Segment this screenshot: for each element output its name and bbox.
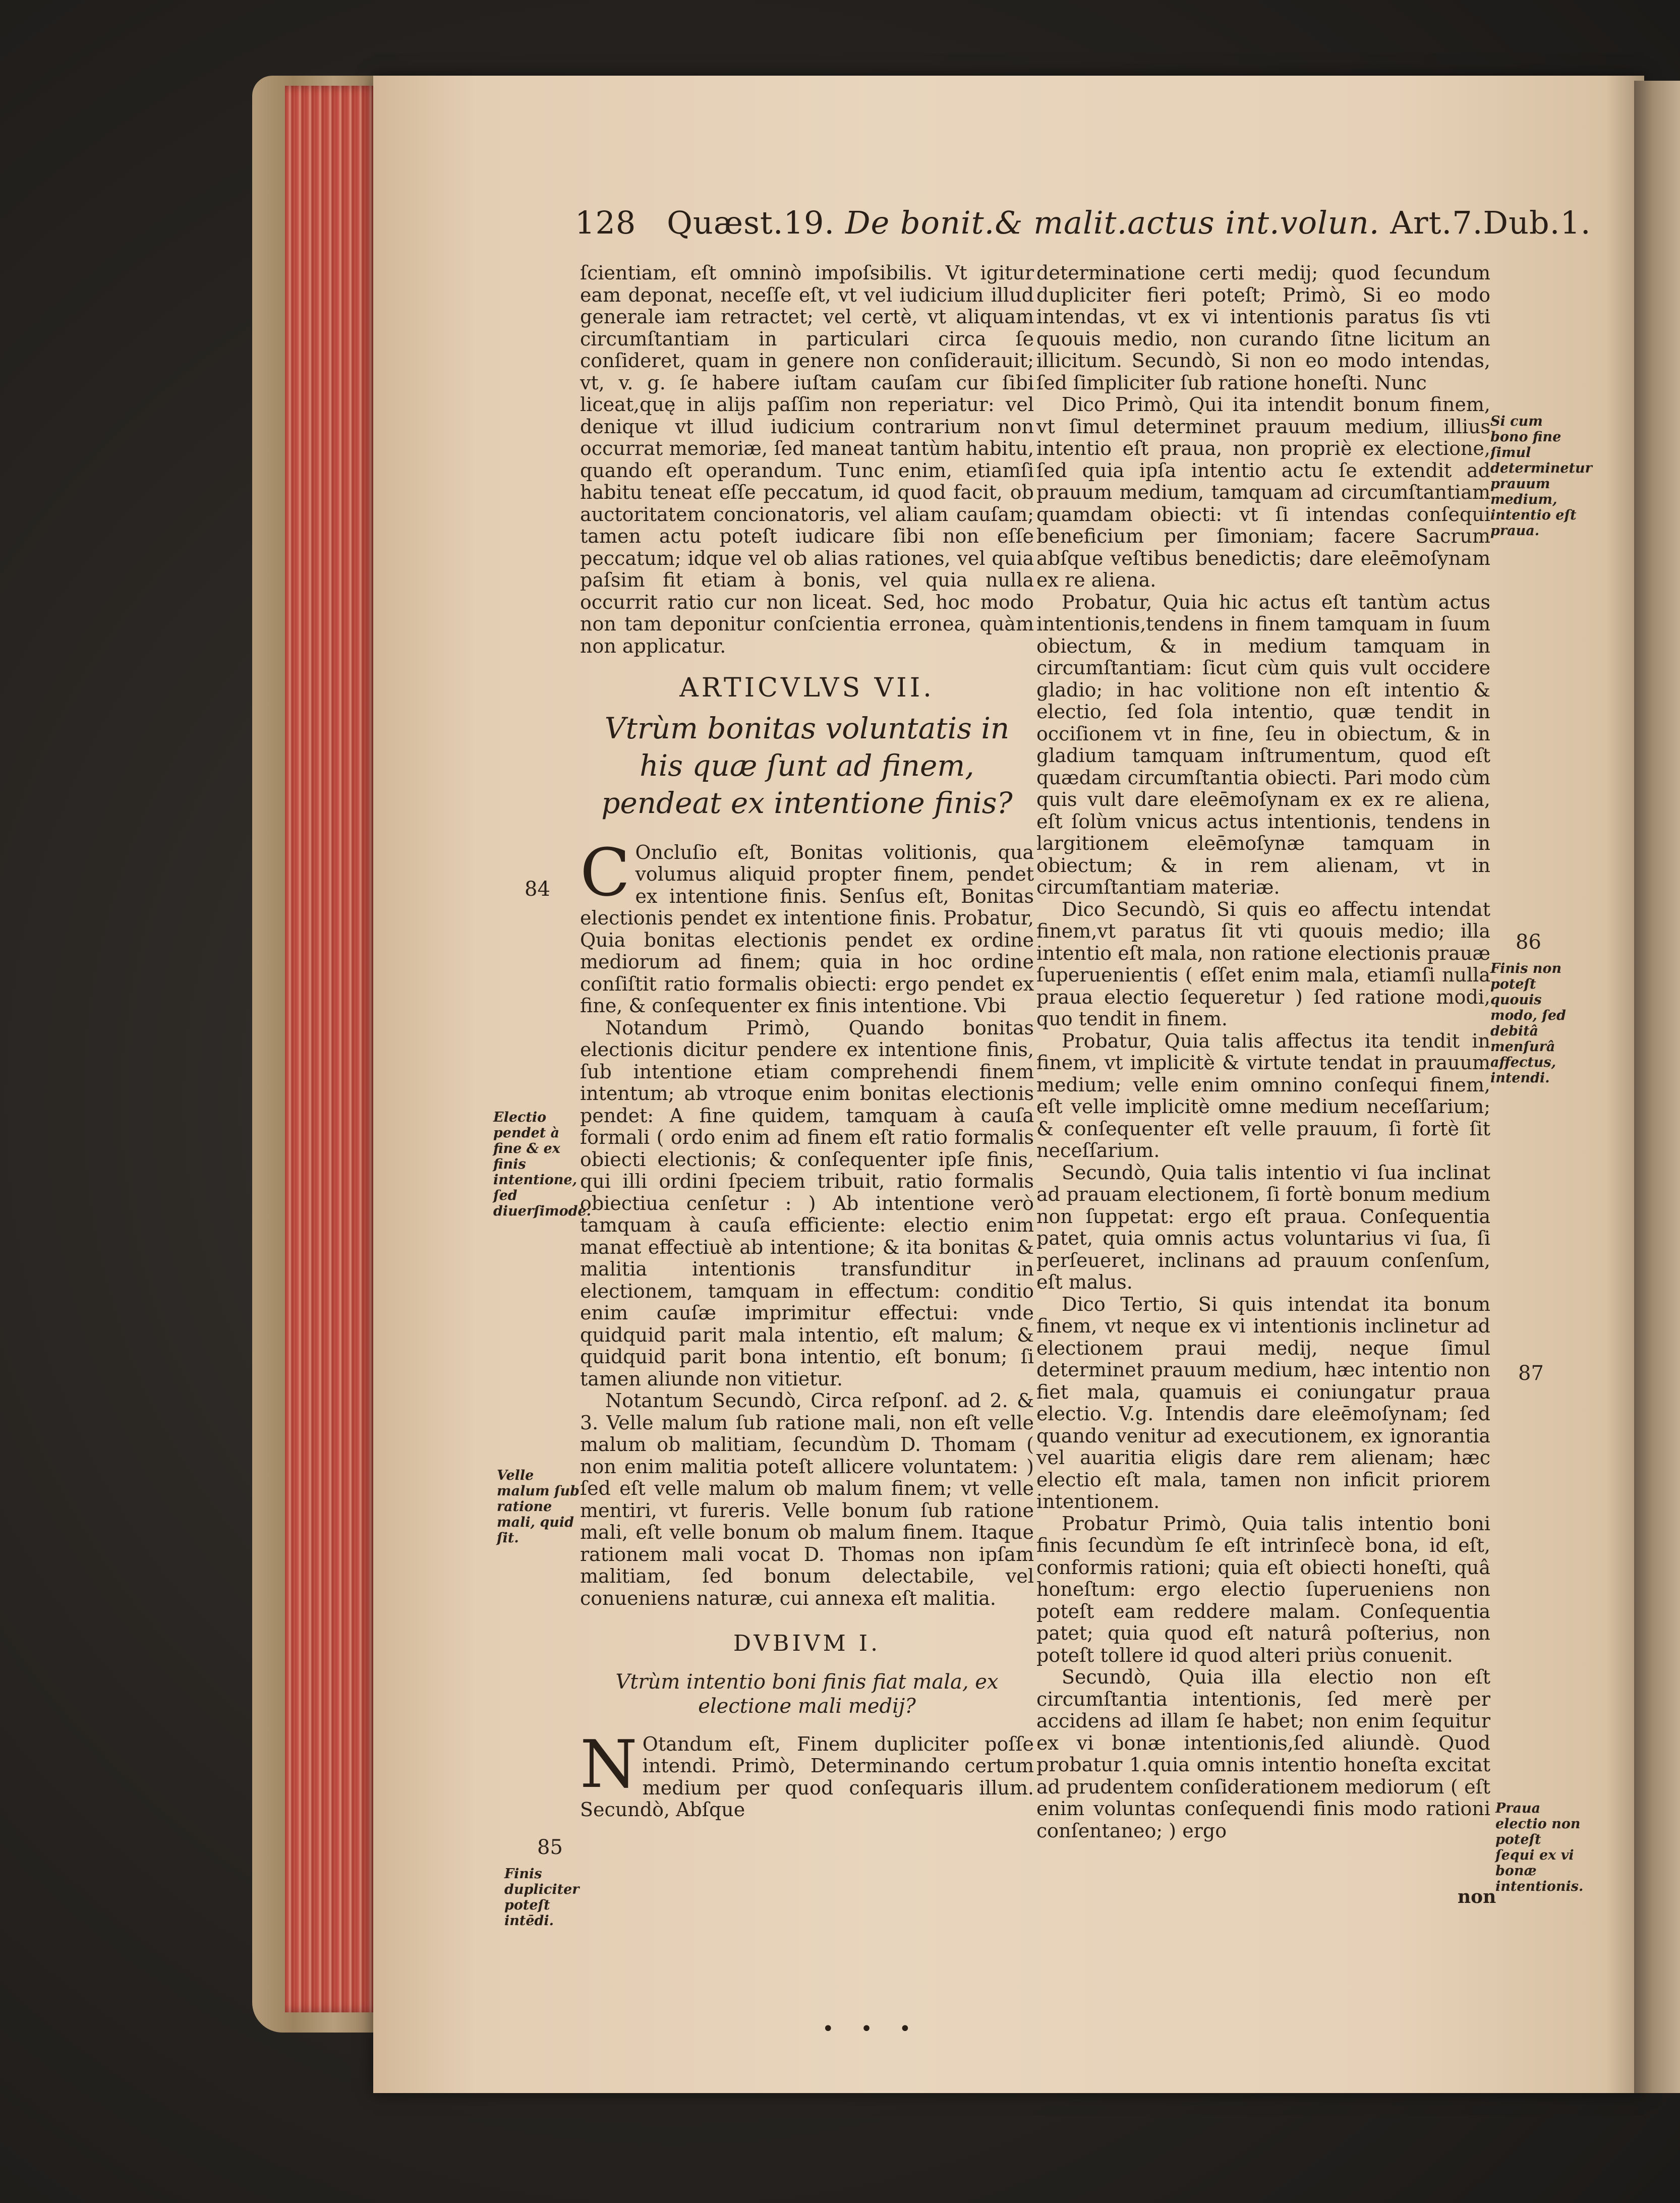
paragraph-continued: ſcientiam, eſt omninò impoſsibilis. Vt igitur eam deponat, neceſſe eſt, vt vel iudicium illud generale iam retractet; vel certè, vt aliquam circumſtantiam in particulari circa ſe conſideret, quam in genere non conſiderauit; vt, v. g. ſe habere iuſtam cauſam cur ſibi liceat,quę in alijs paſſim non reperiatur: vel denique vt illud iudicium contrarium non occurrat memoriæ, ſed maneat tantùm habitu, quando eſt operandum. Tunc enim, etiamſi habitu teneat eſſe peccatum, id quod facit, ob auctoritatem concionatoris, vel aliam cauſam; tamen actu poteſt iudicare ſibi non eſſe peccatum; idque vel ob alias rationes, vel quia paſsim fit etiam à bonis, vel quia nulla occurrit ratio cur non liceat. Sed, hoc modo non tam deponitur conſcientia erronea, quàm non applicatur. [580, 262, 1034, 657]
margin-note-praua: Praua electio non poteſt ſequi ex vi bonæ intentionis. [1495, 1801, 1584, 1894]
signature-dots: • • • [822, 2017, 921, 2041]
margin-number-87: 87 [1518, 1362, 1544, 1385]
paragraph-dico-secundo: Dico Secundò, Si quis eo affectu intendat finem,vt paratus ſit vti quouis medio; illa intentio eſt mala, non ratione electionis prauæ ſuperuenientis ( eſſet enim mala, etiamſi nulla praua electio ſequeretur ) ſed ratione modi, quo tendit in finem. [1036, 898, 1490, 1030]
quaestio-label: Quæst.19. [667, 204, 835, 241]
margin-note-finis-non: Finis non poteſt quouis modo, ſed debitâ menſurâ affectus, intendi. [1490, 961, 1566, 1086]
paragraph-85 [580, 1725, 1034, 1821]
paragraph-probatur-1: Probatur, Quia hic actus eſt tantùm actus intentionis,tendens in finem tamquam in ſuum obiectum, & in medium tamquam in circumſtantiam: ſicut cùm quis vult occidere gladio; in hac volitione non eſt intentio & electio, ſed ſola intentio, quæ tendit in occiſionem vt in fine, ſeu in obiectum, & in gladium tamquam inſtrumentum, quod eſt quædam circumſtantia obiecti. Pari modo cùm quis vult dare eleēmoſynam ex ex re aliena, eſt ſolùm vnicus actus intentionis, tendens in largitionem eleēmoſynæ tamquam in obiectum; & in rem alienam, vt in circumſtantiam materiæ. [1036, 591, 1490, 898]
dropcap-n: N [580, 1725, 638, 1803]
dubium-title: Vtrùm intentio boni finis fiat mala, ex electione mali medij? [615, 1670, 999, 1718]
red-page-edges [285, 86, 381, 2012]
paragraph-r1: determinatione certi medij; quod ſecundum dupliciter fieri poteſt; Primò, Si eo modo intendas, vt ex vi intentionis paratus ſis vti quouis medio, non curando ſitne licitum an illicitum. Secundò, Si non eo modo intendas, ſed ſimpliciter ſub ratione honeſti. Nunc [1036, 262, 1490, 394]
paragraph-notandum-primo: Notandum Primò, Quando bonitas electionis dicitur pendere ex intentione finis, ſub intentione etiam comprehendi finem intentum; ab vtroque enim bonitas electionis pendet: A fine quidem, tamquam à cauſa formali ( ordo enim ad finem eſt ratio formalis obiecti electionis; & conſequenter ipſe finis, qui illi ordini ſpeciem tribuit, ratio formalis obiectiua cenſetur : ) Ab intentione verò tamquam à cauſa efficiente: electio enim manat effectiuè ab intentione; & ita bonitas & malitia intentionis transfunditur in electionem, tamquam in effectum: conditio enim cauſæ imprimitur effectui: vnde quidquid parit mala intentio, eſt malum; & quidquid parit bona intentio, eſt bonum; ſi tamen aliunde non vitietur. [580, 1016, 1034, 1390]
paragraph-probatur-primo: Probatur Primò, Quia talis intentio boni finis ſecundùm ſe eſt intrinſecè bona, id eſt, conformis rationi; quia eſt obiecti honeſti, quâ honeſtum: ergo electio ſuperueniens non poteſt eam reddere malam. Conſequentia patet; quia quod eſt naturâ poſterius, non poteſt tollere id quod alteri priùs conuenit. [1036, 1512, 1490, 1666]
dubium-heading: DVBIVM I. [733, 1631, 881, 1656]
right-column [1036, 262, 1490, 1842]
article-title: Vtrùm bonitas voluntatis in his quæ ſunt ad finem, pendeat ex intentione finis? [601, 711, 1013, 820]
paragraph-84 [580, 834, 1034, 1017]
article-label: Art.7.Dub.1. [1390, 204, 1591, 241]
margin-number-85: 85 [537, 1836, 563, 1859]
paragraph-dico-primo: Dico Primò, Qui ita intendit bonum finem, vt ſimul determinet prauum medium, illius intentio eſt praua, non propriè ex electione, ſed quia ipſa intentio actu ſe extendit ad prauum medium, tamquam ad circumſtantiam quamdam obiecti: vt ſi intendas conſequi beneficium per ſimoniam; facere Sacrum abſque veſtibus benedictis; dare eleēmoſynam ex re aliena. [1036, 393, 1490, 591]
facing-page-edge [1634, 81, 1680, 2093]
margin-note-velle: Velle malum ſub ratione mali, quid ſit. [497, 1468, 580, 1546]
page-number: 128 [575, 204, 636, 241]
paragraph-notandum-secundo: Notantum Secundò, Circa reſponſ. ad 2. & 3. Velle malum ſub ratione mali, non eſt velle malum ob malitiam, ſecundùm D. Thomam ( non enim malitia poteſt allicere voluntatem: ) ſed eſt velle malum ob malum finem; vt velle mentiri, vt fureris. Velle bonum ſub ratione mali, eſt velle bonum ob malum finem. Itaque rationem mali vocat D. Thomas non ipſam malitiam, ſed bonum delectabile, vel conueniens naturæ, cui annexa eſt malitia. [580, 1389, 1034, 1609]
margin-number-86: 86 [1516, 931, 1541, 954]
topic-label: De bonit.& malit.actus int.volun. [845, 204, 1380, 241]
article-heading: ARTICVLVS VII. [679, 673, 935, 703]
running-head [575, 204, 1591, 241]
left-column [580, 262, 1034, 1821]
catchword: non [1458, 1886, 1496, 1907]
paragraph-secundo-2: Secundò, Quia illa electio non eſt circumſtantia intentionis, ſed merè per accidens ad illam ſe habet; non enim ſequitur ex vi bonæ intentionis,ſed aliundè. Quod probatur 1.quia omnis intentio honeſta excitat ad prudentem conſiderationem mediorum ( eſt enim voluntas conſequendi finis modo rationi conſentaneo; ) ergo [1036, 1666, 1490, 1842]
paragraph-probatur-2: Probatur, Quia talis affectus ita tendit in finem, vt implicitè & virtute tendat in prauum medium; velle enim omnino conſequi finem, eſt velle implicitè omne medium neceſſarium; & conſequenter eſt velle prauum, ſi fortè ſit neceſſarium. [1036, 1029, 1490, 1162]
dropcap-c: C [580, 834, 630, 911]
margin-number-84: 84 [525, 878, 550, 901]
margin-note-si-cum: Si cum bono fine ſimul determinetur prauum medium, intentio eſt praua. [1490, 414, 1592, 539]
paragraph-secundo-1: Secundò, Quia talis intentio vi ſua inclinat ad prauam electionem, ſi fortè bonum medium non ſuppetat: ergo eſt praua. Conſequentia patet, quia omnis actus voluntarius vi ſua, ſi perſeueret, inclinans ad prauum conſenſum, eſt malus. [1036, 1161, 1490, 1293]
paragraph-dico-tertio: Dico Tertio, Si quis intendat ita bonum finem, vt neque ex vi intentionis inclinetur ad electionem praui medij, neque ſimul determinet prauum medium, hæc intentio non fiet mala, quamuis ei coniungatur praua electio. V.g. Intendis dare eleēmoſynam; ſed quando venitur ad executionem, ex ignorantia vel auaritia eligis dare rem alienam; hæc electio eſt mala, tamen non inficit priorem intentionem. [1036, 1293, 1490, 1513]
paragraph-84-text: Oncluſio eſt, Bonitas volitionis, qua volumus aliquid propter finem, pendet ex intentione finis. Senſus eſt, Bonitas electionis pendet ex intentione finis. Probatur, Quia bonitas electionis pendet ex ordine mediorum ad finem; quia in hoc ordine conſiſtit ratio formalis obiecti: ergo pendet ex fine, & conſequenter ex finis intentione. Vbi [580, 841, 1034, 1017]
margin-note-finis: Finis dupliciter poteſt intēdi. [504, 1866, 580, 1929]
margin-note-electio: Electio pendet à fine & ex finis intentione, ſed diuerſimodè. [493, 1110, 592, 1219]
paragraph-85-text: Otandum eſt, Finem dupliciter poſſe intendi. Primò, Determinando certum medium per quod conſequaris illum. Secundò, Abſque [580, 1732, 1034, 1821]
